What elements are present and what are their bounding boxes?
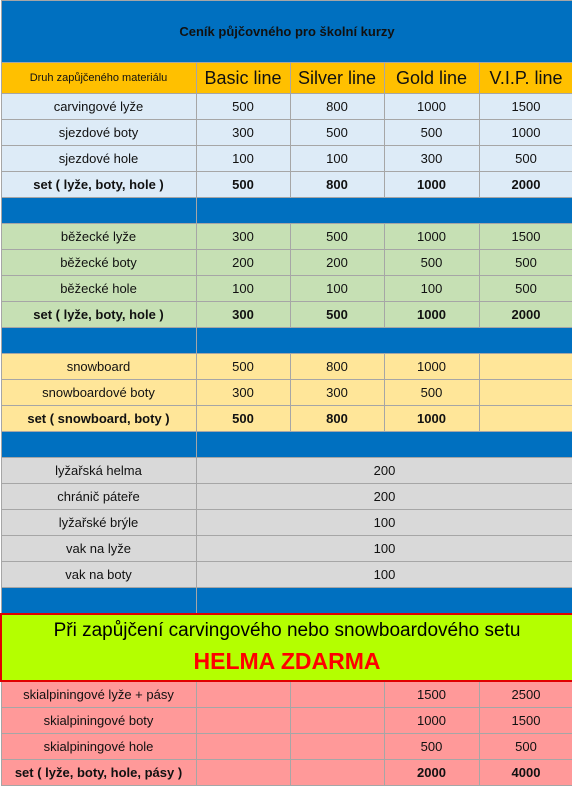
table-row bbox=[1, 120, 572, 146]
price-gold: 2000 bbox=[384, 760, 479, 786]
price-gold: 500 bbox=[384, 734, 479, 760]
price-basic: 100 bbox=[196, 276, 290, 302]
item-name: set ( lyže, boty, hole, pásy ) bbox=[1, 760, 196, 786]
item-name: běžecké hole bbox=[1, 276, 196, 302]
price-vip: 500 bbox=[479, 146, 572, 172]
price-basic: 500 bbox=[196, 172, 290, 198]
price-gold: 100 bbox=[384, 276, 479, 302]
price-vip: 500 bbox=[479, 734, 572, 760]
item-name: snowboardové boty bbox=[1, 380, 196, 406]
price-gold: 1000 bbox=[384, 224, 479, 250]
price-gold: 1000 bbox=[384, 708, 479, 734]
header-silver-line: Silver line bbox=[290, 63, 384, 94]
item-name: chránič páteře bbox=[1, 484, 196, 510]
price-basic: 300 bbox=[196, 380, 290, 406]
item-name: lyžařské brýle bbox=[1, 510, 196, 536]
table-row bbox=[1, 458, 572, 484]
item-name: vak na boty bbox=[1, 562, 196, 588]
table-row bbox=[1, 250, 572, 276]
price-basic: 200 bbox=[196, 250, 290, 276]
price-silver bbox=[290, 708, 384, 734]
price-gold: 1000 bbox=[384, 354, 479, 380]
table-row bbox=[1, 276, 572, 302]
price-silver: 800 bbox=[290, 172, 384, 198]
price-basic: 300 bbox=[196, 120, 290, 146]
price-basic: 300 bbox=[196, 302, 290, 328]
price-vip: 500 bbox=[479, 276, 572, 302]
price-silver bbox=[290, 681, 384, 708]
table-row bbox=[1, 536, 572, 562]
item-name: set ( lyže, boty, hole ) bbox=[1, 172, 196, 198]
price-vip: 500 bbox=[479, 250, 572, 276]
price-vip: 2000 bbox=[479, 302, 572, 328]
item-name: snowboard bbox=[1, 354, 196, 380]
table-row bbox=[1, 380, 572, 406]
notice-text: Při zapůjčení carvingového nebo snowboardového setu bbox=[53, 620, 521, 641]
item-name: skialpiningové boty bbox=[1, 708, 196, 734]
item-name: skialpiningové lyže + pásy bbox=[1, 681, 196, 708]
section-divider bbox=[1, 588, 572, 615]
flat-price: 200 bbox=[196, 484, 572, 510]
item-name: carvingové lyže bbox=[1, 94, 196, 120]
price-gold: 1000 bbox=[384, 302, 479, 328]
price-silver: 500 bbox=[290, 224, 384, 250]
price-silver: 100 bbox=[290, 276, 384, 302]
table-row bbox=[1, 146, 572, 172]
price-basic bbox=[196, 734, 290, 760]
table-row bbox=[1, 224, 572, 250]
price-silver: 200 bbox=[290, 250, 384, 276]
price-vip bbox=[479, 380, 572, 406]
table-row bbox=[1, 510, 572, 536]
set-row bbox=[1, 172, 572, 198]
price-gold: 500 bbox=[384, 250, 479, 276]
price-vip bbox=[479, 354, 572, 380]
free-helmet-notice bbox=[1, 614, 572, 681]
price-silver: 800 bbox=[290, 94, 384, 120]
header-basic-line: Basic line bbox=[196, 63, 290, 94]
table-row bbox=[1, 484, 572, 510]
flat-price: 200 bbox=[196, 458, 572, 484]
price-gold: 300 bbox=[384, 146, 479, 172]
flat-price: 100 bbox=[196, 562, 572, 588]
item-name: set ( lyže, boty, hole ) bbox=[1, 302, 196, 328]
price-basic: 500 bbox=[196, 94, 290, 120]
item-name: set ( snowboard, boty ) bbox=[1, 406, 196, 432]
notice-row bbox=[1, 614, 572, 681]
header-vip-line: V.I.P. line bbox=[479, 63, 572, 94]
price-basic: 100 bbox=[196, 146, 290, 172]
table-row bbox=[1, 734, 572, 760]
price-gold: 1000 bbox=[384, 406, 479, 432]
section-divider bbox=[1, 198, 572, 224]
notice-highlight: HELMA ZDARMA bbox=[193, 648, 381, 674]
price-gold: 1000 bbox=[384, 94, 479, 120]
item-name: běžecké boty bbox=[1, 250, 196, 276]
header-material: Druh zapůjčeného materiálu bbox=[1, 63, 196, 94]
table-row bbox=[1, 562, 572, 588]
price-basic bbox=[196, 681, 290, 708]
price-basic bbox=[196, 760, 290, 786]
set-row bbox=[1, 760, 572, 786]
price-vip: 1500 bbox=[479, 224, 572, 250]
price-silver: 500 bbox=[290, 120, 384, 146]
item-name: lyžařská helma bbox=[1, 458, 196, 484]
item-name: vak na lyže bbox=[1, 536, 196, 562]
table-row bbox=[1, 94, 572, 120]
table-title: Ceník půjčovného pro školní kurzy bbox=[1, 1, 572, 63]
price-gold: 1000 bbox=[384, 172, 479, 198]
table-row bbox=[1, 708, 572, 734]
set-row bbox=[1, 302, 572, 328]
price-silver: 300 bbox=[290, 380, 384, 406]
set-row bbox=[1, 406, 572, 432]
price-silver: 100 bbox=[290, 146, 384, 172]
price-gold: 500 bbox=[384, 120, 479, 146]
price-vip: 1000 bbox=[479, 120, 572, 146]
price-silver: 800 bbox=[290, 406, 384, 432]
price-gold: 1500 bbox=[384, 681, 479, 708]
section-divider bbox=[1, 432, 572, 458]
price-silver bbox=[290, 734, 384, 760]
table-row bbox=[1, 681, 572, 708]
price-vip: 1500 bbox=[479, 94, 572, 120]
price-silver: 800 bbox=[290, 354, 384, 380]
price-vip: 1500 bbox=[479, 708, 572, 734]
price-silver bbox=[290, 760, 384, 786]
section-divider bbox=[1, 328, 572, 354]
price-vip bbox=[479, 406, 572, 432]
price-vip: 2500 bbox=[479, 681, 572, 708]
flat-price: 100 bbox=[196, 510, 572, 536]
price-basic: 500 bbox=[196, 354, 290, 380]
price-vip: 2000 bbox=[479, 172, 572, 198]
item-name: běžecké lyže bbox=[1, 224, 196, 250]
flat-price: 100 bbox=[196, 536, 572, 562]
price-gold: 500 bbox=[384, 380, 479, 406]
price-basic: 500 bbox=[196, 406, 290, 432]
price-basic: 300 bbox=[196, 224, 290, 250]
price-vip: 4000 bbox=[479, 760, 572, 786]
item-name: sjezdové boty bbox=[1, 120, 196, 146]
item-name: skialpiningové hole bbox=[1, 734, 196, 760]
header-gold-line: Gold line bbox=[384, 63, 479, 94]
price-basic bbox=[196, 708, 290, 734]
price-silver: 500 bbox=[290, 302, 384, 328]
item-name: sjezdové hole bbox=[1, 146, 196, 172]
table-row bbox=[1, 354, 572, 380]
